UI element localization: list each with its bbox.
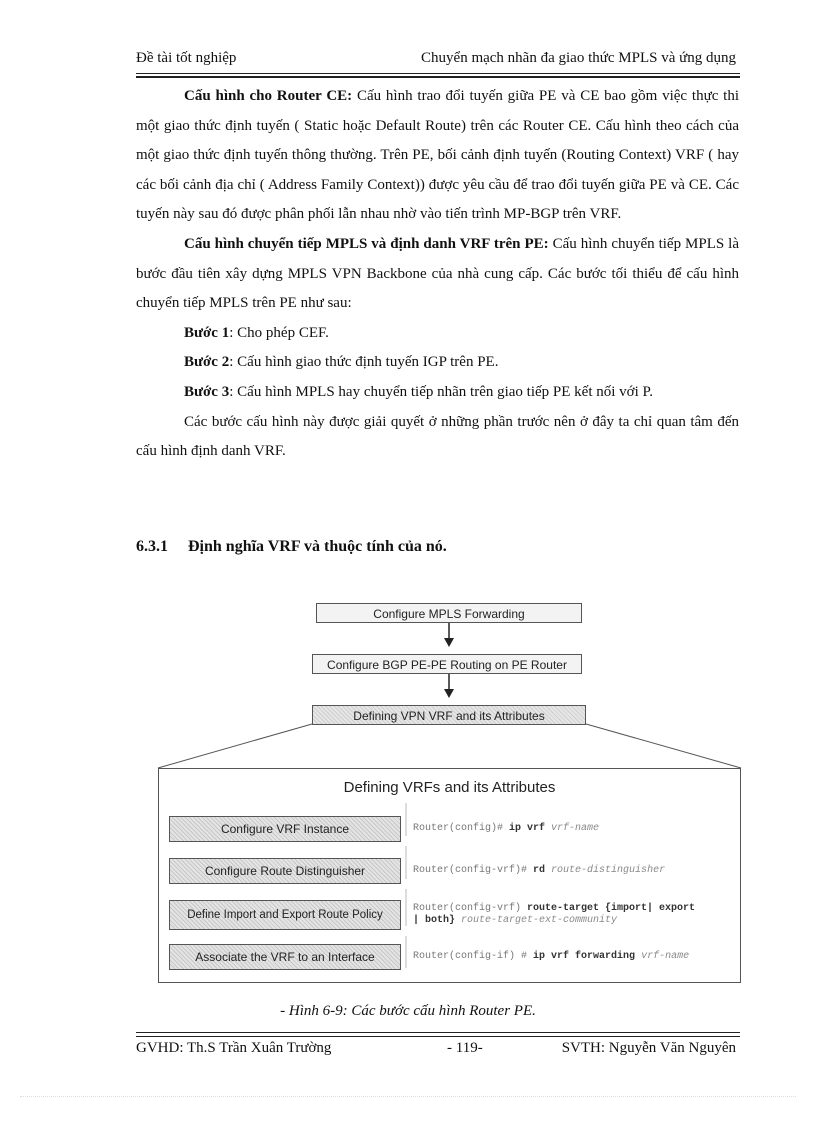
figure-cmd-rd	[413, 865, 665, 877]
figure-step-route-policy: Define Import and Export Route Policy	[169, 900, 401, 930]
step-2-text: : Cấu hình giao thức định tuyến IGP trên PE.	[229, 354, 499, 371]
paragraph-ce-config-text: Cấu hình trao đổi tuyến giữa PE và CE bao gồm việc thực thi một giao thức định tuyến ( Static hoặc Default Route) trên các Router CE. Cấu hình theo cách của một giao thức định tuyến thông thường. Trên PE, bối cảnh định tuyến (Routing Context) VRF ( hay các bối cảnh địa chỉ ( Address Family Context)) được yêu cầu để trao đổi tuyến giữa PE và CE. Các tuyến này sau đó được phân phối lẫn nhau nhờ vào tiến trình MP-BGP trên VRF.	[136, 88, 739, 223]
cmd-2-arg: route-distinguisher	[551, 865, 666, 876]
footer-rule	[136, 1032, 740, 1033]
figure-detail-panel	[158, 768, 741, 983]
section-title: Định nghĩa VRF và thuộc tính của nó.	[188, 538, 447, 555]
page-header	[136, 50, 736, 70]
arrow-2-head	[444, 689, 454, 698]
header-thesis-label: Đề tài tốt nghiệp	[136, 50, 237, 66]
cmd-2-prompt: Router(config-vrf)#	[413, 865, 528, 876]
header-rule	[136, 73, 740, 74]
paragraph-summary: Các bước cấu hình này được giải quyết ở những phần trước nên ở đây ta chỉ quan tâm đến cấu hình định danh VRF.	[136, 413, 739, 460]
paragraph-ce-config	[136, 82, 739, 230]
cmd-1-arg: vrf-name	[551, 823, 600, 834]
figure-box-defining-vrf: Defining VPN VRF and its Attributes	[312, 705, 586, 725]
figure-step-route-distinguisher: Configure Route Distinguisher	[169, 858, 401, 884]
figure-cmd-route-target	[413, 903, 695, 927]
footer-advisor: GVHD: Th.S Trần Xuân Trường	[136, 1040, 332, 1056]
figure-pe-config-steps	[150, 596, 750, 996]
figure-box-bgp-routing: Configure BGP PE-PE Routing on PE Router	[312, 654, 582, 674]
step-1-label: Bước 1	[184, 324, 230, 341]
cmd-3-keyword-2: | both}	[413, 915, 456, 926]
cmd-3-keyword: route-target {import| export	[521, 903, 696, 914]
figure-cmd-ip-vrf-forwarding	[413, 951, 689, 963]
figure-step-configure-vrf-instance: Configure VRF Instance	[169, 816, 401, 842]
step-2	[136, 348, 739, 378]
figure-box-mpls-forwarding: Configure MPLS Forwarding	[316, 603, 582, 623]
figure-step-associate-interface: Associate the VRF to an Interface	[169, 944, 401, 970]
step-1-text: : Cho phép CEF.	[229, 324, 329, 341]
header-rule-thick	[136, 76, 740, 78]
cmd-1-prompt: Router(config)#	[413, 823, 504, 834]
paragraph-mpls-config-lead: Cấu hình chuyển tiếp MPLS và định danh VRF trên PE:	[184, 235, 549, 252]
step-3-text: : Cấu hình MPLS hay chuyển tiếp nhãn trên giao tiếp PE kết nối với P.	[229, 383, 653, 400]
zoom-line-left	[158, 724, 312, 768]
section-number: 6.3.1	[136, 538, 168, 555]
step-3	[136, 378, 739, 408]
cmd-4-prompt: Router(config-if) #	[413, 951, 528, 962]
footer-rule-2	[136, 1036, 740, 1037]
page-number: - 119-	[447, 1040, 483, 1056]
cmd-4-arg: vrf-name	[641, 951, 690, 962]
paragraph-mpls-config	[136, 230, 739, 319]
header-chapter-title: Chuyển mạch nhãn đa giao thức MPLS và ứng dụng	[421, 50, 736, 66]
section-heading	[136, 538, 447, 556]
page-bottom-dotted-line	[20, 1096, 796, 1097]
figure-caption: - Hình 6-9: Các bước cấu hình Router PE.	[280, 1003, 536, 1019]
footer-student: SVTH: Nguyễn Văn Nguyên	[561, 1040, 736, 1056]
zoom-line-right	[586, 724, 741, 768]
cmd-4-keyword: ip vrf forwarding	[527, 951, 642, 962]
step-2-label: Bước 2	[184, 354, 230, 371]
cmd-3-arg: route-target-ext-community	[455, 915, 618, 926]
paragraph-ce-config-lead: Cấu hình cho Router CE:	[184, 88, 353, 104]
paragraph-mpls-config-text: Cấu hình chuyển tiếp MPLS là bước đầu tiên xây dựng MPLS VPN Backbone của nhà cung cấp. Các bước tối thiểu để cấu hình chuyển tiếp MPLS trên PE như sau:	[136, 235, 739, 312]
figure-cmd-ip-vrf	[413, 823, 599, 835]
page-footer	[136, 1040, 740, 1060]
arrow-1-head	[444, 638, 454, 647]
figure-detail-title: Defining VRFs and its Attributes	[343, 779, 556, 796]
cmd-3-prompt: Router(config-vrf)	[413, 903, 522, 914]
body-text	[136, 82, 739, 467]
step-3-label: Bước 3	[184, 383, 230, 400]
cmd-2-keyword: rd	[527, 865, 552, 876]
cmd-1-keyword: ip vrf	[503, 823, 552, 834]
step-1	[136, 319, 739, 349]
